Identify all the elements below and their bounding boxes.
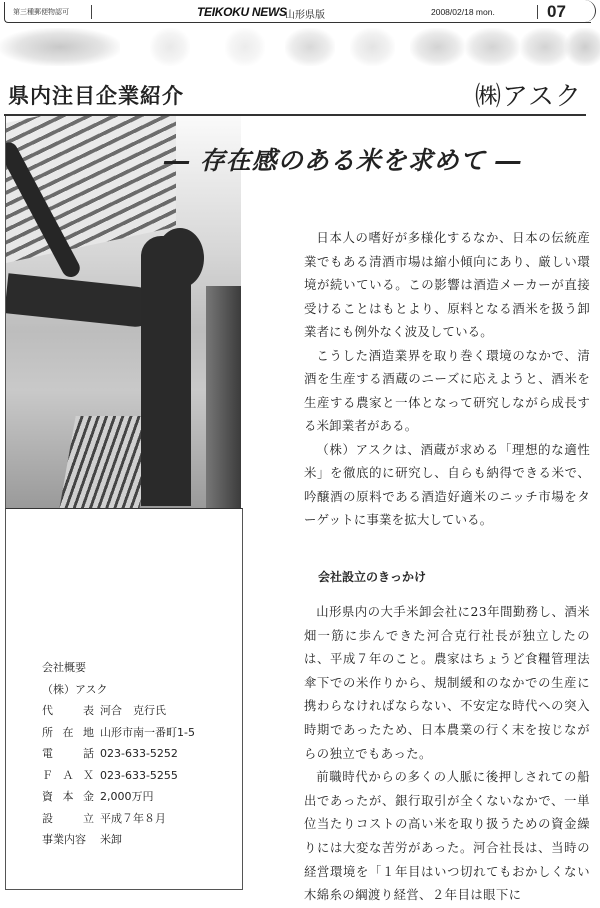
edition-label: 山形県版 bbox=[285, 10, 325, 21]
profile-key: 設 立 bbox=[42, 811, 94, 825]
article-subtitle: ― 存在感のある米を求めて ― bbox=[164, 146, 522, 175]
paragraph: 前職時代からの多くの人脈に後押しされての船出であったが、銀行取引が全くないなかで、一単位当たりコストの高い米を取り扱うための資金繰りには大変な苦労があった。河合社長は、当時の経営環境を「１年目はいつ切れてもおかしくない木綿糸の綱渡り経営、２年目は眼下に bbox=[304, 770, 590, 903]
profile-key: 電 話 bbox=[42, 747, 94, 760]
profile-row-business bbox=[42, 829, 195, 851]
paragraph: 山形県内の大手米卸会社に23年間勤務し、酒米畑一筋に歩んできた河合克行社長が独立したのは、平成７年のこと。農家はちょうど食糧管理法傘下での米作りから、規制緩和のなかでの生産に携わらなければならない、不安定な時代への突入時期であったため、日本農業の行く末を按じながらの独立でもあった。 bbox=[304, 605, 590, 761]
profile-value: 米卸 bbox=[100, 833, 122, 846]
paragraph: こうした酒造業界を取り巻く環境のなかで、清酒を生産する酒蔵のニーズに応えようと、酒米を生産する農家と一体となって研究しながら成長する米卸業者がある。 bbox=[304, 347, 590, 433]
section-rule bbox=[4, 114, 586, 116]
profile-row-phone bbox=[42, 743, 195, 765]
divider bbox=[537, 5, 538, 19]
subheading: 会社設立のきっかけ bbox=[318, 570, 427, 584]
page-bracket bbox=[583, 0, 596, 22]
company-profile bbox=[42, 657, 195, 851]
decorative-band bbox=[0, 28, 600, 66]
company-profile-box bbox=[5, 508, 243, 890]
profile-value: 023-633-5252 bbox=[100, 747, 178, 760]
profile-row-fax bbox=[42, 765, 195, 787]
paragraph: （株）アスクは、酒蔵が求める「理想的な適性米」を徹底的に研究し、自らも納得できる米で、吟醸酒の原料である酒造好適米のニッチ市場をターゲットに事業を拡大している。 bbox=[304, 441, 590, 527]
company-name: ㈱アスク bbox=[475, 82, 582, 112]
issue-date: 2008/02/18 mon. bbox=[431, 7, 495, 17]
profile-value: 山形市南一番町1-5 bbox=[100, 725, 195, 739]
profile-key: Ｆ Ａ Ｘ bbox=[42, 768, 94, 782]
divider bbox=[91, 5, 92, 19]
profile-key: 所 在 地 bbox=[42, 725, 94, 739]
profile-value: 2,000万円 bbox=[100, 790, 154, 803]
profile-row-established bbox=[42, 808, 195, 830]
profile-value: 023-633-5255 bbox=[100, 768, 178, 782]
section-title: 県内注目企業紹介 bbox=[8, 84, 184, 108]
profile-key: 事業内容 bbox=[42, 833, 86, 846]
page-number: 07 bbox=[547, 2, 566, 21]
masthead bbox=[4, 2, 591, 23]
profile-value: 河合 克行氏 bbox=[100, 704, 166, 717]
building-right bbox=[206, 286, 241, 508]
profile-row-representative bbox=[42, 700, 195, 722]
article-intro bbox=[304, 226, 590, 532]
profile-heading: 会社概要 bbox=[42, 661, 86, 674]
profile-row-address bbox=[42, 722, 195, 744]
postal-permit: 第三種郵便物認可 bbox=[13, 8, 69, 16]
profile-row-capital bbox=[42, 786, 195, 808]
profile-company-name: （株）アスク bbox=[42, 682, 108, 696]
profile-value: 平成７年８月 bbox=[100, 811, 166, 825]
profile-key: 代 表 bbox=[42, 704, 94, 717]
article-section bbox=[304, 601, 590, 908]
paragraph: 日本人の嗜好が多様化するなか、日本の伝統産業でもある清酒市場は縮小傾向にあり、厳しい環境が続いている。この影響は酒造メーカーが直接受けることはもとより、原料となる酒米を扱う卸業者にも例外なく波及している。 bbox=[304, 230, 590, 339]
publication-title: TEIKOKU NEWS bbox=[197, 5, 287, 19]
profile-key: 資 本 金 bbox=[42, 790, 94, 803]
silhouette-head bbox=[156, 228, 204, 288]
